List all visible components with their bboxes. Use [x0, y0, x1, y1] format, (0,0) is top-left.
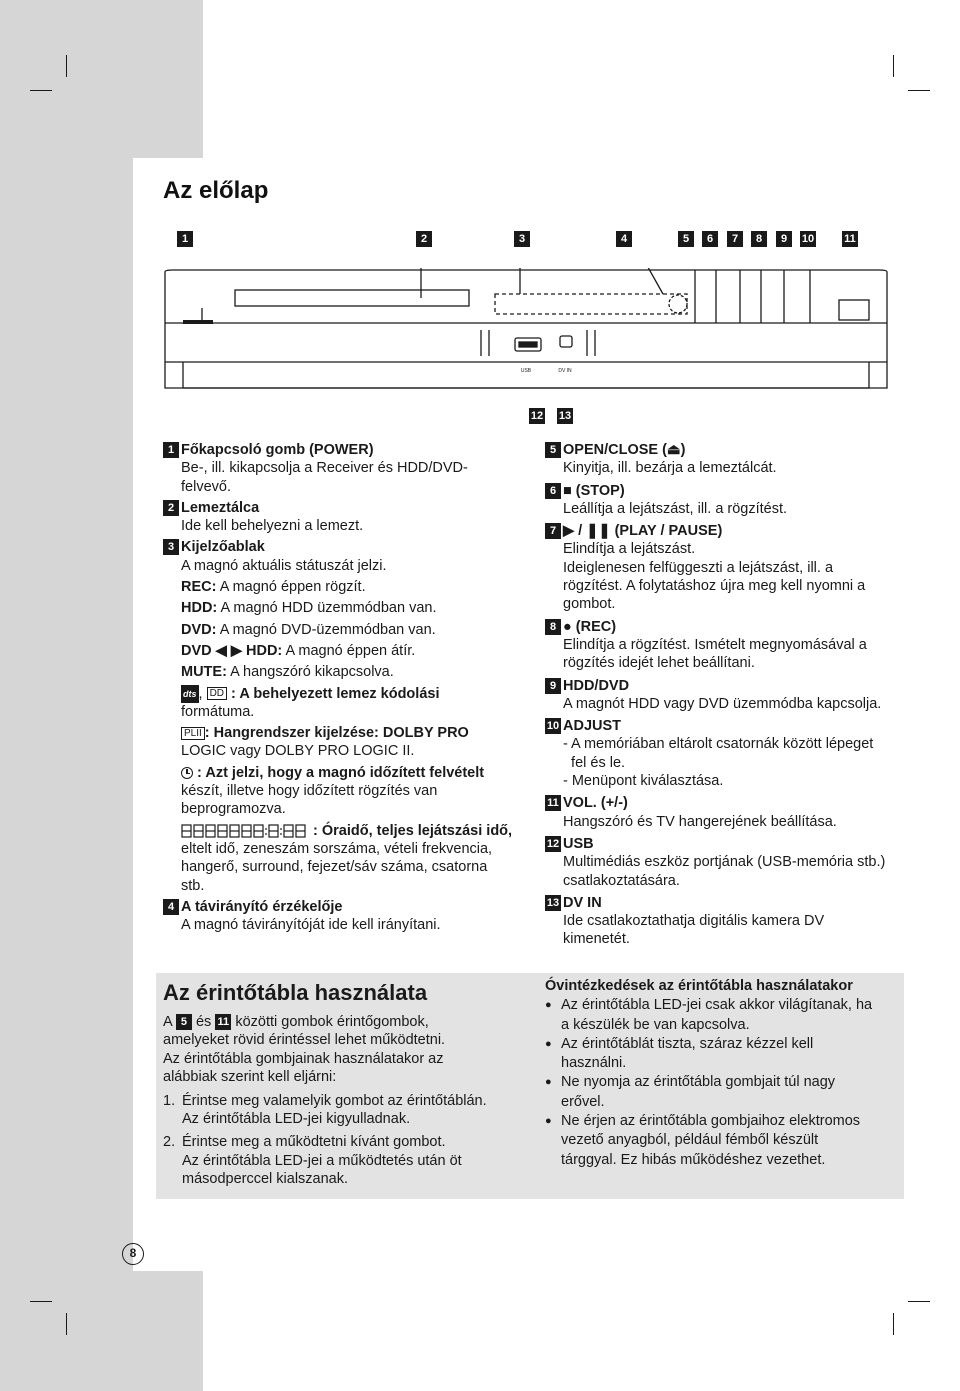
- usb-port-label: USB: [520, 368, 532, 374]
- item-title: VOL. (+/-): [563, 795, 628, 812]
- callout-11: 11: [842, 231, 858, 247]
- callout-7: 7: [727, 231, 743, 247]
- touch-step-1: 1. Érintse meg valamelyik gombot az érintőtáblán. Az érintőtábla LED-jei kigyulladnak.: [163, 1092, 487, 1128]
- display-dvd: DVD: A magnó DVD-üzemmódban van.: [181, 621, 436, 638]
- badge-8: 8: [545, 619, 561, 635]
- badge-10: 10: [546, 720, 560, 733]
- item-remote-sensor-title: A távirányító érzékelője: [181, 898, 343, 915]
- callout-5: 5: [678, 231, 694, 247]
- callout-1: 1: [177, 231, 193, 247]
- item-display: [163, 538, 513, 894]
- callout-2: 2: [416, 231, 432, 247]
- item-remote-sensor-line: A magnó távirányítóját ide kell irányítani.: [181, 917, 441, 934]
- item-display-line: A magnó aktuális státuszát jelzi.: [181, 557, 387, 574]
- item-tray-line: Ide kell behelyezni a lemezt.: [181, 518, 364, 535]
- item-title: DV IN: [563, 894, 602, 911]
- precaution-item: ● Az érintőtábla LED-jei csak akkor világítanak, ha a készülék be van kapcsolva.: [545, 996, 900, 1035]
- item-line: Leállítja a lejátszást, ill. a rögzítést.: [563, 500, 788, 517]
- precautions: [545, 977, 900, 1170]
- item-remote-sensor: [163, 898, 513, 935]
- dolby-digital-icon: DD: [207, 687, 227, 700]
- touch-section-title: Az érintőtábla használata: [163, 980, 428, 1005]
- badge-9: 9: [545, 678, 561, 694]
- item-line: kimenetét.: [563, 931, 630, 948]
- display-codec: dts , DD : A behelyezett lemez kódolási: [183, 685, 440, 702]
- item-line: rögzítést. A folytatáshoz újra meg kell nyomni a: [563, 578, 866, 595]
- clock-icon: [181, 767, 193, 779]
- item-line: Ide csatlakoztathatja digitális kamera DV: [563, 913, 825, 930]
- item-stop: [545, 482, 905, 519]
- item-line: Hangszóró és TV hangerejének beállítása.: [563, 813, 837, 830]
- badge-11: 11: [545, 795, 561, 811]
- touch-intro-line: alábbiak szerint kell eljárni:: [163, 1069, 337, 1086]
- item-title: OPEN/CLOSE (⏏): [563, 442, 686, 458]
- callout-6: 6: [702, 231, 718, 247]
- item-line: A magnót HDD vagy DVD üzemmódba kapcsolja.: [563, 695, 882, 712]
- display-mute: MUTE: A hangszóró kikapcsolva.: [181, 664, 394, 681]
- dvin-port-label: DV IN: [558, 368, 572, 374]
- item-title: ■ (STOP): [563, 482, 625, 499]
- item-play-pause: [545, 522, 905, 613]
- item-adjust: [545, 717, 905, 790]
- segment-line2: eltelt idő, zeneszám sorszáma, vételi frekvencia,: [181, 840, 493, 857]
- touch-intro-line: Az érintőtábla gombjainak használatakor az: [163, 1050, 444, 1067]
- item-line: Multimédiás eszköz portjának (USB-memória stb.): [563, 854, 886, 871]
- callout-9: 9: [776, 231, 792, 247]
- item-line: - A memóriában eltárolt csatornák között lépeget: [563, 736, 874, 753]
- item-title: ▶ / ❚❚ (PLAY / PAUSE): [563, 523, 723, 540]
- item-power: [163, 441, 513, 496]
- dts-icon: dts: [181, 685, 199, 703]
- badge-12: 12: [546, 837, 560, 850]
- callout-4: 4: [616, 231, 632, 247]
- touch-intro: A 5 és 11 közötti gombok érintőgombok,: [163, 1014, 429, 1030]
- segment-line3: hangerő, surround, fejezet/sáv száma, csatorna: [181, 859, 488, 876]
- display-rec: REC: A magnó éppen rögzít.: [181, 579, 366, 596]
- badge-6: 6: [545, 483, 561, 499]
- item-tray-title: Lemeztálca: [181, 499, 260, 516]
- page-number: 8: [122, 1243, 144, 1265]
- callout-10: 10: [801, 233, 815, 245]
- item-vol: [545, 794, 905, 831]
- display-prologic: PLII : Hangrendszer kijelzése: DOLBY PRO: [181, 724, 513, 742]
- item-line: csatlakoztatására.: [563, 872, 680, 889]
- precaution-item: ● Ne nyomja az érintőtábla gombjait túl nagy erővel.: [545, 1073, 900, 1112]
- item-title: HDD/DVD: [563, 677, 630, 694]
- badge-11-inline: 11: [215, 1014, 231, 1030]
- precautions-title: Óvintézkedések az érintőtábla használatakor: [545, 978, 853, 994]
- callout-13: 13: [558, 410, 572, 422]
- item-line: - Menüpont kiválasztása.: [563, 773, 724, 790]
- item-line: Elindítja a lejátszást.: [563, 541, 696, 558]
- item-usb: [545, 835, 905, 890]
- badge-4: 4: [163, 899, 179, 915]
- item-line: Elindítja a rögzítést. Ismételt megnyomásával a: [563, 636, 867, 653]
- timer-line2: készít, illetve hogy időzített rögzítés van: [181, 783, 438, 800]
- item-display-title: Kijelzőablak: [181, 539, 265, 556]
- item-open-close: [545, 441, 905, 478]
- item-tray: [163, 499, 513, 536]
- item-line: rögzítés idejét lehet beállítani.: [563, 655, 755, 672]
- item-line: Kinyitja, ill. bezárja a lemeztálcát.: [563, 460, 777, 477]
- callout-12: 12: [530, 410, 544, 422]
- touch-section-body: [163, 1013, 508, 1189]
- badge-5-inline: 5: [176, 1014, 192, 1030]
- seven-segment-icon: [181, 824, 309, 838]
- device-front-panel: [163, 268, 889, 390]
- timer-line3: beprogramozva.: [181, 801, 286, 818]
- item-power-line: felvevő.: [181, 478, 231, 495]
- touch-intro-line: amelyeket rövid érintéssel lehet működtetni.: [163, 1032, 446, 1049]
- page-title: Az előlap: [163, 177, 269, 204]
- dolby-prologic-icon: PLII: [181, 727, 205, 740]
- touch-step-2: 2. Érintse meg a működtetni kívánt gombot. Az érintőtábla LED-jei a működtetés után öt másodperccel kialszanak.: [163, 1134, 462, 1188]
- badge-3: 3: [163, 539, 179, 555]
- item-title: USB: [563, 835, 594, 852]
- callout-8: 8: [751, 231, 767, 247]
- segment-line4: stb.: [181, 877, 205, 894]
- item-rec: [545, 618, 905, 673]
- item-line: fel és le.: [563, 754, 626, 771]
- display-timer: : Azt jelzi, hogy a magnó időzített felvételt: [181, 764, 513, 782]
- badge-7: 7: [545, 523, 561, 539]
- item-line: gombot.: [563, 596, 616, 613]
- item-line: Ideiglenesen felfüggeszti a lejátszást, ill. a: [563, 559, 834, 576]
- precaution-item: ● Az érintőtáblát tiszta, száraz kézzel kell használni.: [545, 1035, 900, 1074]
- display-dvd-hdd: DVD ◀ ▶ HDD: A magnó éppen átír.: [181, 642, 416, 659]
- badge-2: 2: [163, 500, 179, 516]
- item-dv-in: [545, 894, 905, 949]
- item-power-title: Főkapcsoló gomb (POWER): [181, 442, 374, 458]
- left-description-column: [163, 441, 513, 937]
- badge-13: 13: [546, 896, 560, 909]
- display-hdd: HDD: A magnó HDD üzemmódban van.: [181, 600, 437, 617]
- display-segment: : Óraidő, teljes lejátszási idő,: [181, 822, 513, 840]
- prologic-line2: LOGIC vagy DOLBY PRO LOGIC II.: [181, 743, 415, 760]
- callout-3: 3: [514, 231, 530, 247]
- item-hdd-dvd: [545, 677, 905, 714]
- precaution-item: ● Ne érjen az érintőtábla gombjaihoz elektromos vezető anyagból, például fémből készült tárggyal. Ez hibás működéshez vezethet.: [545, 1112, 900, 1170]
- badge-5: 5: [545, 442, 561, 458]
- codec-line2: formátuma.: [181, 703, 255, 720]
- badge-1: 1: [163, 442, 179, 458]
- item-power-line: Be-, ill. kikapcsolja a Receiver és HDD/DVD-: [181, 460, 468, 477]
- right-description-column: [545, 441, 905, 953]
- item-title: ● (REC): [563, 618, 617, 635]
- item-title: ADJUST: [563, 718, 622, 735]
